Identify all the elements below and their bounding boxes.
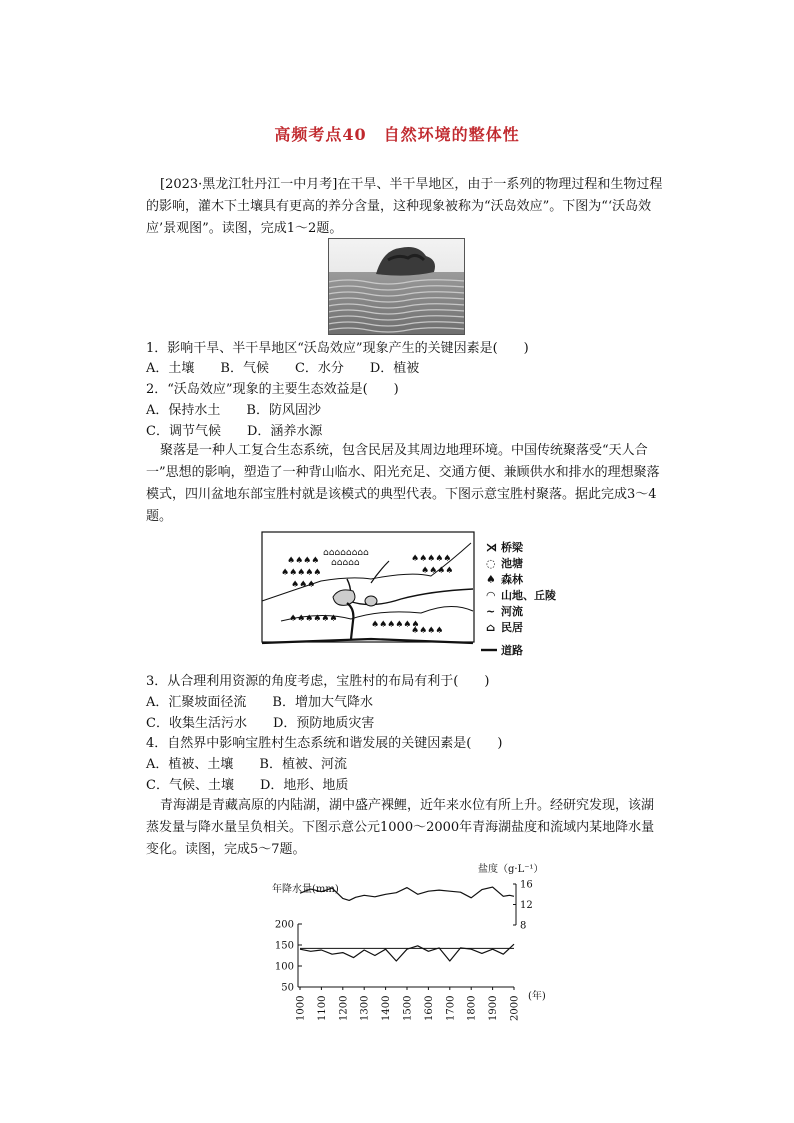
right-axis-label: 盐度（g·L⁻¹） <box>478 864 544 875</box>
legend-river: 河流 <box>501 605 523 618</box>
svg-text:~: ~ <box>486 605 496 618</box>
legend-road: 道路 <box>501 644 523 657</box>
left-tick-label: 150 <box>274 940 294 952</box>
right-tick-label: 8 <box>520 920 527 932</box>
question-4-options-cd: C．气候、土壤 D．地形、地质 <box>146 778 349 793</box>
intro-paragraph-3: 青海湖是青藏高原的内陆湖，湖中盛产裸鲤，近年来水位有所上升。经研究发现，该湖蒸发量与降水量呈负相关。下图示意公元1000～2000年青海湖盐度和流域内某地降水量变化。读图，完成5～7题。 <box>146 798 655 857</box>
x-unit-label: (年) <box>528 991 546 1002</box>
svg-text:♠♠♠♠♠: ♠♠♠♠♠ <box>281 568 322 578</box>
left-tick-label: 100 <box>274 961 294 973</box>
x-tick-label: 1100 <box>316 995 328 1021</box>
svg-text:♠♠♠: ♠♠♠ <box>291 580 316 590</box>
legend-hill: 山地、丘陵 <box>501 589 556 602</box>
question-3-options-cd: C．收集生活污水 D．预防地质灾害 <box>146 716 375 731</box>
x-tick-label: 1800 <box>466 995 478 1021</box>
svg-text:⌂: ⌂ <box>486 621 496 634</box>
question-3: 3．从合理利用资源的角度考虑，宝胜村的布局有利于( ) <box>146 674 490 689</box>
legend-pond: 池塘 <box>501 557 523 570</box>
x-tick-label: 1700 <box>445 995 457 1021</box>
wodao-effect-photo <box>328 238 465 335</box>
intro-paragraph-2: 聚落是一种人工复合生态系统，包含民居及其周边地理环境。中国传统聚落受“天人合一”思想的影响，塑造了一种背山临水、阳光充足、交通方便、兼顾供水和排水的理想聚落模式，四川盆地东部宝胜村就是该模式的典型代表。下图示意宝胜村聚落。据此完成3～4题。 <box>146 443 660 524</box>
svg-text:♠♠♠♠♠♠: ♠♠♠♠♠♠ <box>371 620 420 630</box>
question-4: 4．自然界中影响宝胜村生态系统和谐发展的关键因素是( ) <box>146 736 503 751</box>
right-tick-label: 12 <box>520 900 533 911</box>
left-tick-label: 50 <box>281 982 294 994</box>
question-2-options-ab: A．保持水土 B．防风固沙 <box>146 403 321 418</box>
left-tick-label: 200 <box>274 919 294 931</box>
question-2: 2．“沃岛效应”现象的主要生态效益是( ) <box>146 382 399 397</box>
svg-text:⌂⌂⌂⌂⌂⌂⌂⌂: ⌂⌂⌂⌂⌂⌂⌂⌂ <box>323 548 369 558</box>
precipitation-series-line <box>300 944 514 961</box>
svg-text:♠♠♠♠: ♠♠♠♠ <box>411 626 444 636</box>
x-tick-label: 1400 <box>381 995 393 1021</box>
village-map <box>261 531 556 666</box>
question-2-options-cd: C．调节气候 D．涵养水源 <box>146 424 323 439</box>
x-tick-label: 1900 <box>488 995 500 1021</box>
right-tick-label: 16 <box>520 879 533 891</box>
svg-text:♠♠♠♠♠: ♠♠♠♠♠ <box>411 554 452 564</box>
svg-text:◌: ◌ <box>486 557 496 570</box>
svg-text:♠♠♠♠: ♠♠♠♠ <box>421 566 454 576</box>
svg-text:♠♠♠♠♠♠: ♠♠♠♠♠♠ <box>289 614 338 624</box>
svg-text:◠: ◠ <box>486 589 496 602</box>
svg-text:⌂⌂⌂⌂⌂: ⌂⌂⌂⌂⌂ <box>331 558 360 568</box>
x-tick-label: 1000 <box>295 995 307 1021</box>
x-tick-label: 1500 <box>402 995 414 1021</box>
svg-text:♠♠♠♠: ♠♠♠♠ <box>287 556 320 566</box>
legend-bridge: 桥梁 <box>501 541 523 554</box>
question-1: 1．影响干旱、半干旱地区“沃岛效应”现象产生的关键因素是( ) <box>146 341 529 356</box>
x-tick-label: 1600 <box>423 995 435 1021</box>
legend-forest: 森林 <box>501 573 523 586</box>
x-tick-label: 1200 <box>338 995 350 1021</box>
x-tick-label: 2000 <box>509 995 521 1021</box>
svg-text:⋊: ⋊ <box>486 541 497 554</box>
question-3-options-ab: A．汇聚坡面径流 B．增加大气降水 <box>146 695 373 710</box>
svg-text:♠: ♠ <box>486 573 496 586</box>
salinity-precipitation-chart <box>270 858 570 1028</box>
question-4-options-ab: A．植被、土壤 B．植被、河流 <box>146 757 347 772</box>
legend-house: 民居 <box>501 621 523 634</box>
question-1-options: A．土壤 B．气候 C．水分 D．植被 <box>146 361 420 376</box>
intro-paragraph-1: [2023·黑龙江牡丹江一中月考]在干旱、半干旱地区，由于一系列的物理过程和生物过程的影响，灌木下土壤具有更高的养分含量，这种现象被称为“沃岛效应”。下图为“‘沃岛效应’景观图”。读图，完成1～2题。 <box>146 177 663 236</box>
left-axis-label: 年降水量(mm) <box>272 884 339 895</box>
page-title: 高频考点40 自然环境的整体性 <box>274 125 520 144</box>
x-tick-label: 1300 <box>359 995 371 1021</box>
